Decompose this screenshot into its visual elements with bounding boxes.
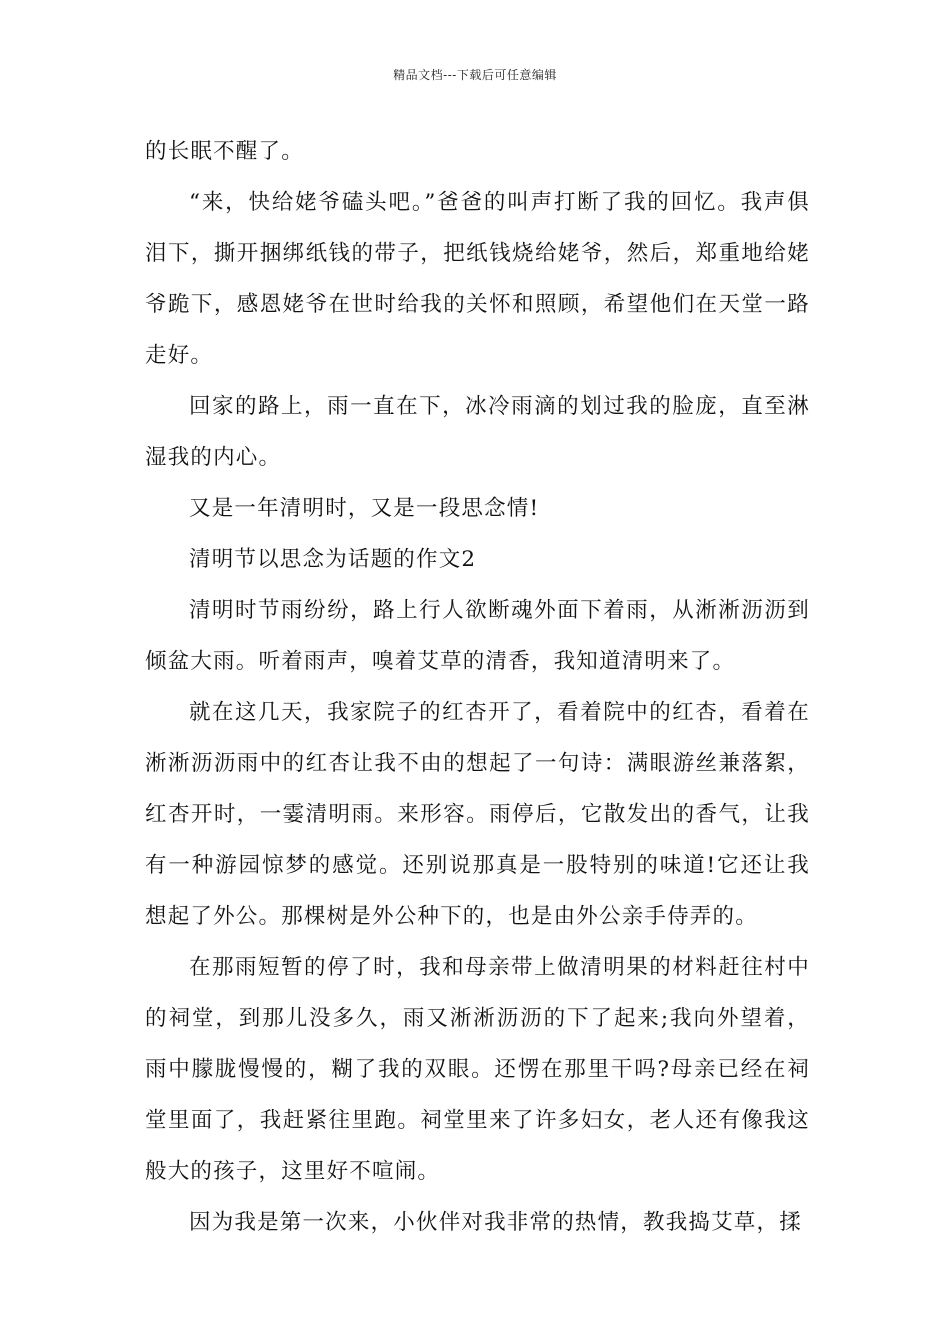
paragraph: 因为我是第一次来，小伙伴对我非常的热情，教我捣艾草，揉 xyxy=(189,1210,802,1235)
paragraph: 在那雨短暂的停了时，我和母亲带上做清明果的材料赶往村中的祠堂，到那儿没多久，雨又淅淅沥沥的下了起来;我向外望着，雨中朦胧慢慢的，糊了我的双眼。还愣在那里干吗?母亲已经在祠堂里面了，我赶紧往里跑。祠堂里来了许多妇女，老人还有像我这般大的孩子，这里好不喧闹。 xyxy=(145,955,810,1184)
section-title: 清明节以思念为话题的作文2 xyxy=(189,547,477,572)
paragraph-continuation: 的长眠不醒了。 xyxy=(145,139,304,164)
paragraph: 又是一年清明时，又是一段思念情! xyxy=(189,496,540,521)
paragraph: 就在这几天，我家院子的红杏开了，看着院中的红杏，看着在淅淅沥沥雨中的红杏让我不由的想起了一句诗：满眼游丝兼落絮，红杏开时，一霎清明雨。来形容。雨停后，它散发出的香气，让我有一种游园惊梦的感觉。还别说那真是一股特别的味道!它还让我想起了外公。那棵树是外公种下的，也是由外公亲手侍弄的。 xyxy=(145,700,810,929)
page-header: 精品文档---下载后可任意编辑 xyxy=(393,68,557,82)
paragraph: 清明时节雨纷纷，路上行人欲断魂外面下着雨，从淅淅沥沥到倾盆大雨。听着雨声，嗅着艾草的清香，我知道清明来了。 xyxy=(145,598,810,674)
document-body xyxy=(145,126,810,1248)
paragraph: “来，快给姥爷磕头吧。”爸爸的叫声打断了我的回忆。我声俱泪下，撕开捆绑纸钱的带子，把纸钱烧给姥爷，然后，郑重地给姥爷跪下，感恩姥爷在世时给我的关怀和照顾，希望他们在天堂一路走好。 xyxy=(145,190,810,368)
paragraph: 回家的路上，雨一直在下，冰冷雨滴的划过我的脸庞，直至淋湿我的内心。 xyxy=(145,394,810,470)
